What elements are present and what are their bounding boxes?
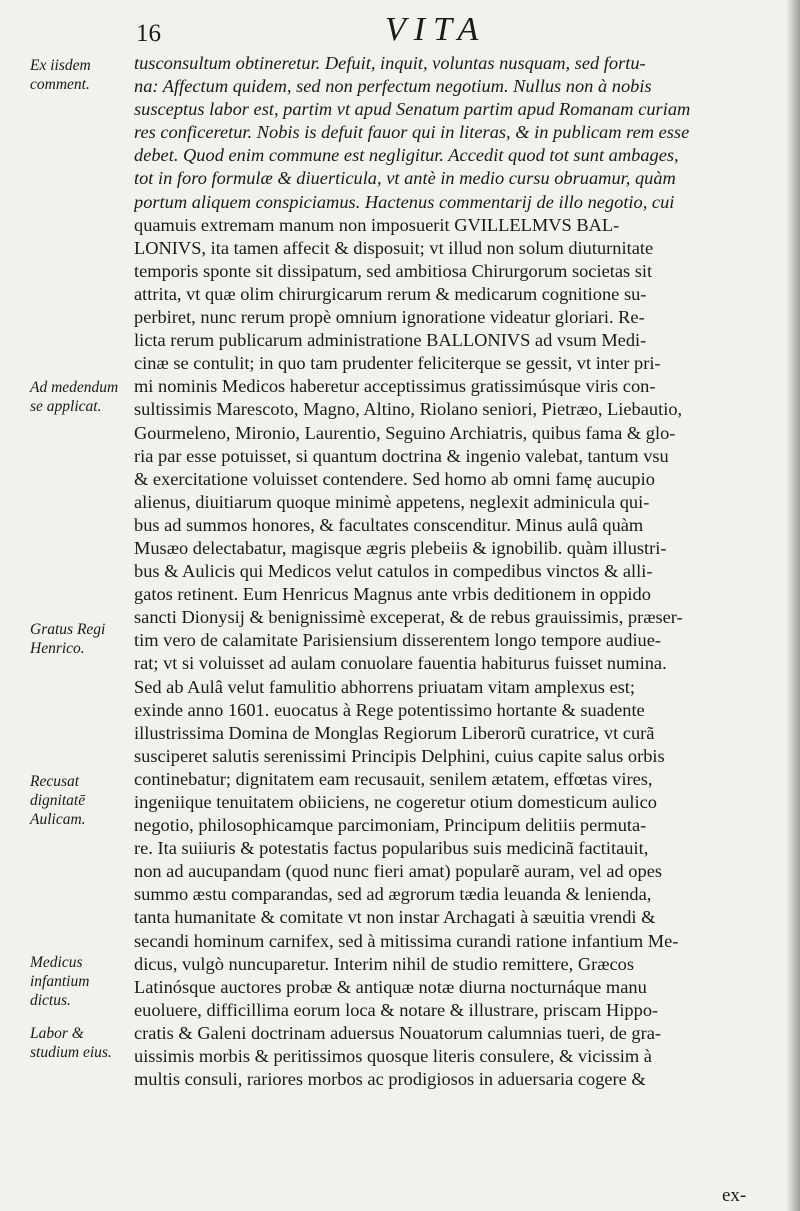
text-line: na: Affectum quidem, sed non perfectum negotium. Nullus non à nobis [134, 76, 652, 97]
text-line: summo æstu comparandas, sed ad ægrorum tædia leuanda & lenienda, [134, 884, 652, 905]
text-line: LONIVS, ita tamen affecit & disposuit; vt illud non solum diuturnitate [134, 237, 654, 258]
text-line: quamuis extremam manum non imposuerit GVILLELMVS BAL- [134, 214, 620, 235]
text-line: continebatur; dignitatem eam recusauit, senilem ætatem, effœtas vires, [134, 768, 653, 789]
text-line: exinde anno 1601. euocatus à Rege potentissimo hortante & suadente [134, 699, 645, 720]
text-line: ingeniique tenuitatem obiiciens, ne cogeretur otium domesticum aulico [134, 792, 657, 812]
text-line: alienus, diuitiarum quoque minimè appetens, neglexit adminicula qui- [134, 491, 650, 512]
text-line: cratis & Galeni doctrinam aduersus Nouatorum calumnias tueri, de gra- [134, 1022, 662, 1043]
text-line: sultissimis Marescoto, Magno, Altino, Riolano seniori, Pietræo, Liebautio, [134, 399, 683, 420]
text-line: perbiret, nunc rerum propè omnium ignoratione videatur gloriari. Re- [134, 307, 645, 328]
text-line: Gourmeleno, Mironio, Laurentio, Seguino Archiatris, quibus fama & glo- [134, 422, 676, 443]
text-line: ria par esse potuisset, si quantum doctrina & ingenio valebat, tantum vsu [134, 445, 669, 466]
text-line: secandi hominum carnifex, sed à mitissima curandi ratione infantium Me- [134, 930, 679, 951]
text-line: uissimis morbis & peritissimos quosque literis consulere, & vicissim à [134, 1046, 652, 1067]
text-line: portum aliquem conspiciamus. Hactenus commentarij de illo negotio, cui [134, 191, 675, 212]
text-line: attrita, vt quæ olim chirurgicarum rerum & medicarum cognitione su- [134, 283, 647, 304]
text-line: licta rerum publicarum administratione BALLONIVS ad vsum Medi- [134, 330, 647, 351]
text-line: multis consuli, rariores morbos ac prodigiosos in aduersaria cogere & [134, 1069, 646, 1090]
text-line: dicus, vulgò nuncuparetur. Interim nihil de studio remittere, Græcos [134, 953, 635, 974]
page-edge-shadow [786, 0, 800, 1211]
text-line: gatos retinent. Eum Henricus Magnus ante vrbis deditionem in oppido [134, 584, 651, 605]
margin-note: Labor & studium eius. [30, 1025, 112, 1061]
text-line: sancti Dionysij & benignissimè exceperat, & de rebus grauissimis, præser- [134, 607, 683, 628]
margin-note: Ex iisdem comment. [30, 57, 91, 93]
catchword: ex- [722, 1185, 747, 1206]
text-line: Sed ab Aulâ velut famulitio abhorrens priuatam vitam amplexus est; [134, 676, 636, 697]
text-line: Musæo delectabatur, magisque ægris plebeiis & ignobilib. quàm illustri- [134, 537, 667, 558]
text-line: mi nominis Medicos haberetur acceptissimus gratissimúsque viris con- [134, 376, 656, 397]
text-line: res conficeretur. Nobis is defuit fauor qui in literas, & in publicam rem esse [134, 122, 690, 143]
text-line: illustrissima Domina de Monglas Regiorum Liberorũ curatrice, vt curã [134, 722, 655, 743]
text-line: tusconsultum obtineretur. Defuit, inquit, voluntas nusquam, sed fortu- [134, 53, 646, 73]
text-line: rat; vt si voluisset ad aulam conuolare fauentia habiturus fuisset numina. [134, 653, 667, 674]
text-line: debet. Quod enim commune est negligitur. Accedit quod tot sunt ambages, [134, 145, 679, 166]
text-line: tot in foro formulæ & diuerticula, vt antè in medio cursu obruamur, quàm [134, 168, 676, 189]
text-line: re. Ita suiiuris & potestatis factus popularibus suis medicinã factitauit, [134, 838, 649, 859]
text-line: temporis sponte sit dissipatum, sed ambitiosa Chirurgorum societas sit [134, 260, 653, 281]
page-number: 16 [136, 20, 161, 47]
margin-note: Ad medendum se applicat. [30, 379, 119, 415]
text-line: tanta humanitate & comitate vt non instar Archagati à sæuitia vrendi & [134, 907, 656, 928]
text-line: bus ad summos honores, & facultates conscenditur. Minus aulâ quàm [134, 514, 644, 535]
margin-note: Gratus Regi Henrico. [30, 621, 106, 657]
text-line: bus & Aulicis qui Medicos velut catulos in compedibus vinctos & alli- [134, 561, 653, 582]
body-text [134, 52, 766, 1091]
text-line: susciperet salutis serenissimi Principis Delphini, cuius capite salus orbis [134, 745, 665, 766]
text-line: cinæ se contulit; in quo tam prudenter feliciterque se gessit, vt inter pri- [134, 353, 661, 374]
text-line: Latinósque auctores probæ & antiquæ notæ diurna nocturnáque manu [134, 976, 647, 997]
text-line: & exercitatione voluisset contendere. Sed homo ab omni famę aucupio [134, 468, 655, 489]
running-title: VITA [385, 11, 487, 48]
text-line: tim vero de calamitate Parisiensium disserentem longo tempore audiue- [134, 630, 662, 651]
margin-note: Medicus infantium dictus. [30, 954, 90, 1009]
text-line: non ad aucupandam (quod nunc fieri amat) popularẽ auram, vel ad opes [134, 861, 663, 882]
margin-note: Recusat dignitatē Aulicam. [30, 773, 86, 828]
text-line: euoluere, difficillima eorum loca & notare & illustrare, priscam Hippo- [134, 999, 659, 1020]
text-line: negotio, philosophicamque parcimoniam, Principum delitiis permuta- [134, 815, 647, 836]
text-line: susceptus labor est, partim vt apud Senatum partim apud Romanam curiam [134, 99, 691, 120]
